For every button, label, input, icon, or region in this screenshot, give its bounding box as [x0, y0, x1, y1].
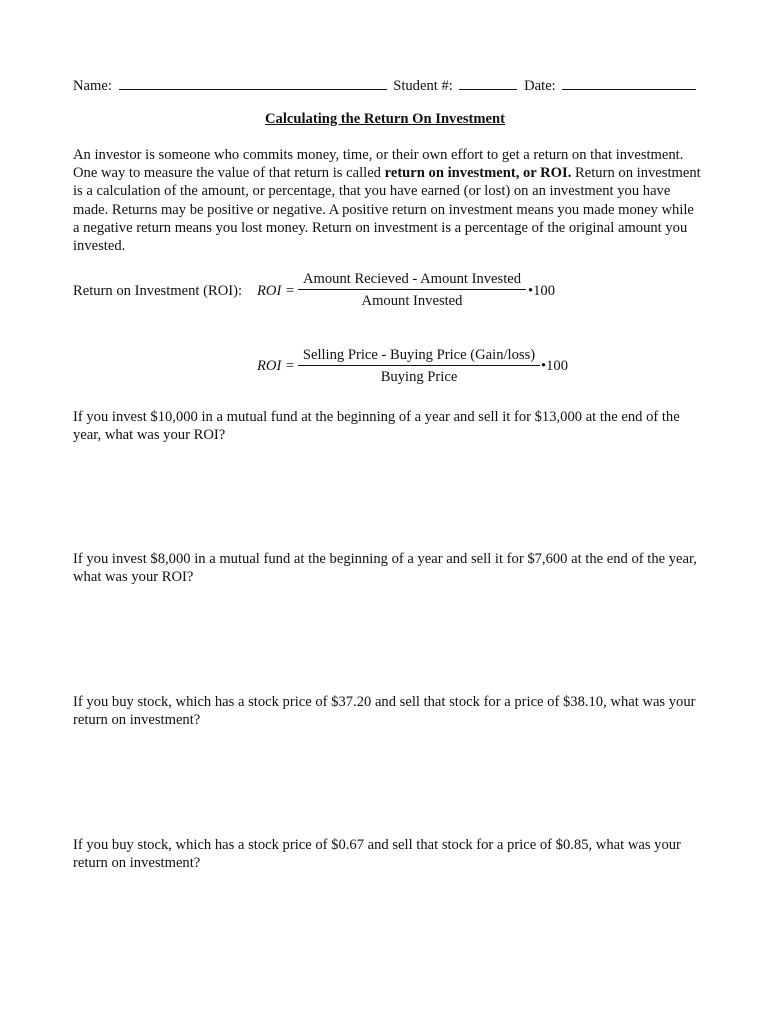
formula-2-multiplier: •100 [541, 358, 568, 374]
intro-bold-term: return on investment, or ROI. [384, 165, 572, 182]
question-2: If you invest $8,000 in a mutual fund at the beginning of a year and sell it for $7,600 at the end of the year, what was your ROI? [73, 551, 697, 586]
name-blank[interactable] [119, 75, 387, 90]
formula-1-numerator: Amount Recieved - Amount Invested [298, 271, 526, 290]
formula-2-fraction [298, 347, 540, 386]
formula-2-denominator: Buying Price [380, 369, 458, 385]
question-1: If you invest $10,000 in a mutual fund at the beginning of a year and sell it for $13,000 at the end of the year, what was your ROI? [73, 409, 680, 444]
formula-1-fraction [298, 271, 526, 310]
intro-text-end: Return on investment is a calculation of the amount, or percentage, that you have earned (or lost) on an investment you have made. Returns may be positive or negative. A positive return on investment means you made money while a negative return means you lost money. Return on investment is a percentage of the original amount you invested. [73, 165, 701, 255]
formula-1-label: Return on Investment (ROI): [73, 283, 243, 299]
date-label: Date: [524, 78, 556, 94]
date-blank[interactable] [562, 75, 696, 90]
formula-2-numerator: Selling Price - Buying Price (Gain/loss) [298, 347, 540, 366]
formula-2-lhs: ROI = [257, 358, 295, 374]
formula-1-denominator: Amount Invested [361, 293, 463, 309]
page-title: Calculating the Return On Investment [265, 111, 505, 127]
formula-1-multiplier: •100 [528, 283, 555, 299]
formula-1-lhs: ROI = [257, 283, 295, 299]
student-number-blank[interactable] [459, 75, 517, 90]
question-3: If you buy stock, which has a stock price of $37.20 and sell that stock for a price of $38.10, what was your return on investment? [73, 694, 696, 729]
header-line [73, 75, 699, 95]
question-4: If you buy stock, which has a stock price of $0.67 and sell that stock for a price of $0.85, what was your return on investment? [73, 837, 681, 872]
intro-text-start: An investor is someone who commits money, time, or their own effort to get a return on that investment. One way to measure the value of that return is called [73, 147, 684, 182]
intro-paragraph [73, 146, 703, 255]
student-number-label: Student #: [393, 78, 453, 94]
name-label: Name: [73, 78, 112, 94]
